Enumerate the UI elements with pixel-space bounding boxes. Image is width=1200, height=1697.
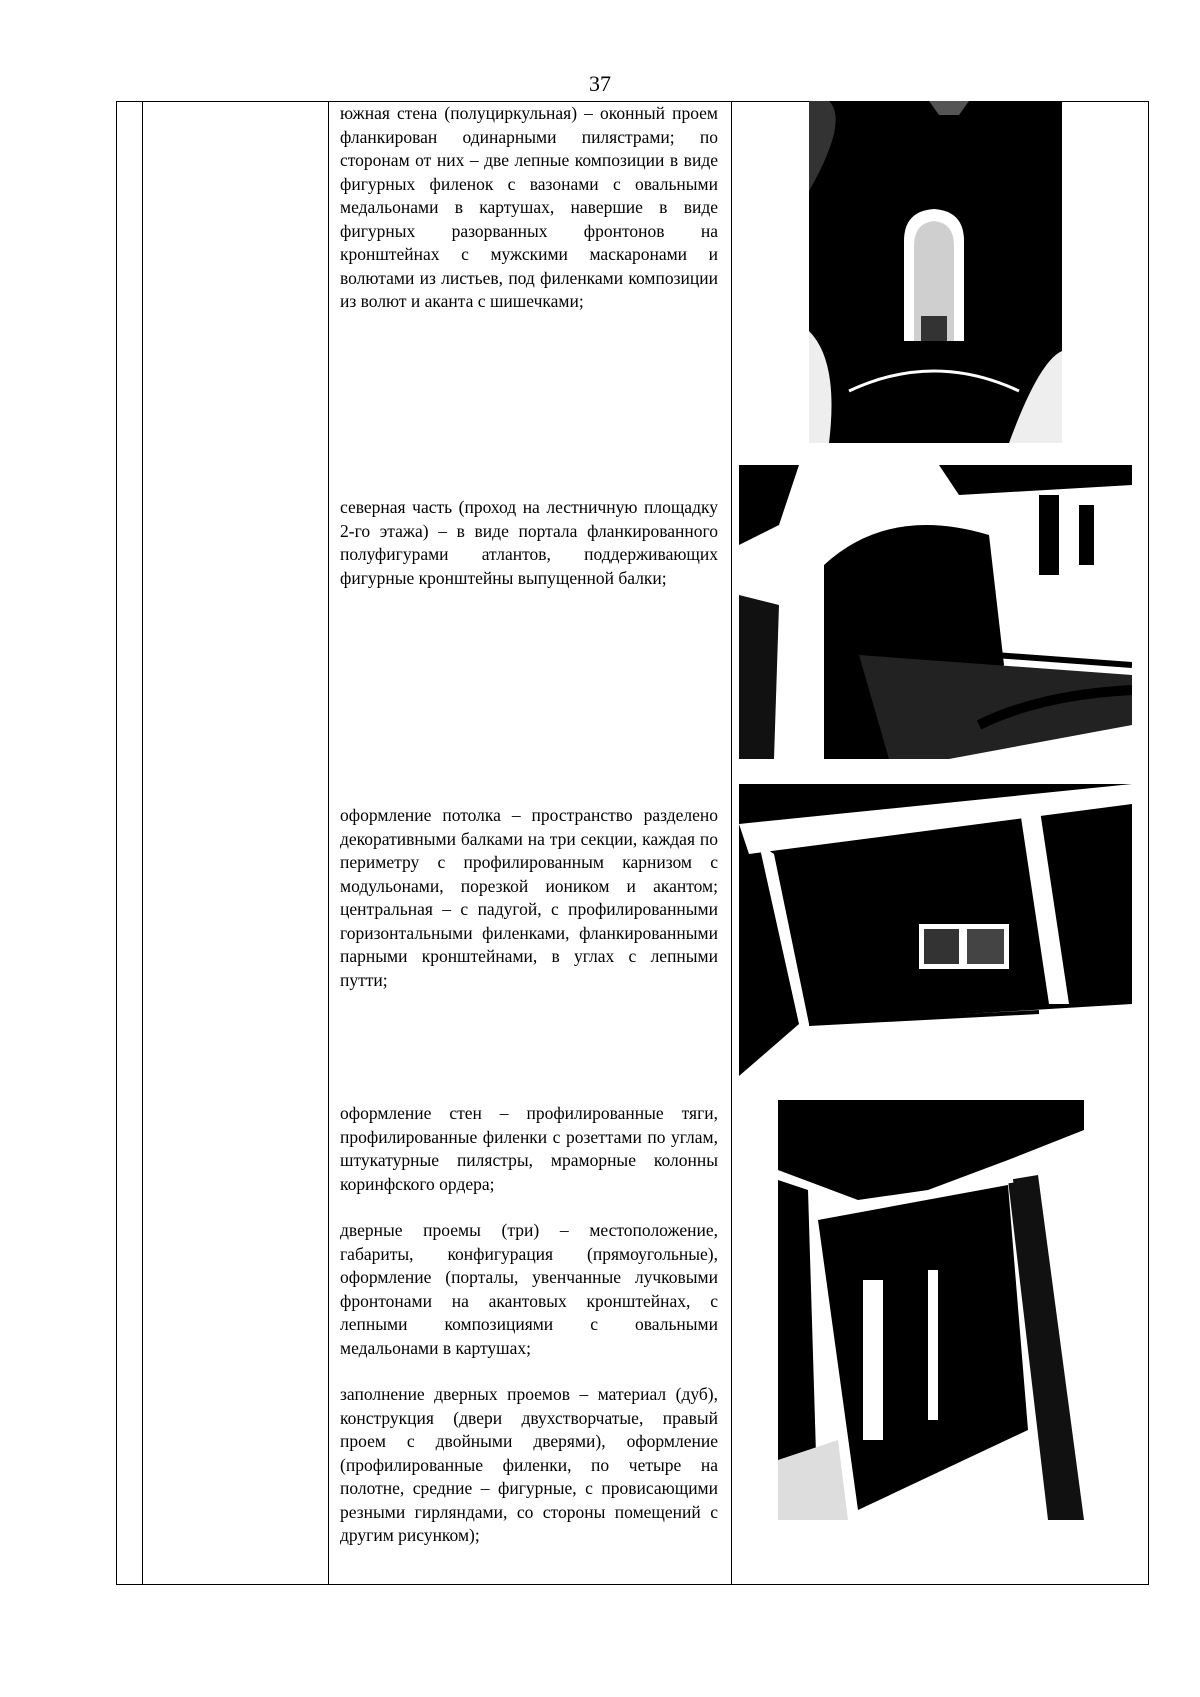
- staircase-portal-photo: [739, 465, 1132, 759]
- column-divider: [328, 101, 329, 1585]
- page-number: 37: [589, 71, 611, 96]
- ceiling-photo: [739, 784, 1132, 1076]
- column-divider: [731, 101, 732, 1585]
- description-walls-doors: [340, 1102, 718, 1548]
- paragraph-door-openings: дверные проемы (три) – местоположение, габариты, конфигурация (прямоугольные), оформление (порталы, увенчанные лучковыми фронтонами на акантовых кронштейнах, с лепными композициями с овальными медальонами в картушах;: [340, 1220, 718, 1358]
- arched-window-photo: [809, 101, 1062, 443]
- door-portal-photo: [778, 1100, 1084, 1520]
- paragraph-door-fillings: заполнение дверных проемов – материал (дуб), конструкция (двери двухстворчатые, правый проем с двойными дверями), оформление (профилированные филенки, по четыре на полотне, средние – фигурные, с провисающими резными гирляндами, со стороны помещений с другим рисунком);: [340, 1384, 718, 1545]
- description-ceiling: оформление потолка – пространство разделено декоративными балками на три секции, каждая по периметру с профилированным карнизом с модульонами, порезкой иоником и акантом; центральная – с падугой, с профилированными горизонтальными филенками, фланкированными парными кронштейнами, в углах с лепными путти;: [340, 805, 718, 990]
- column-divider: [142, 101, 143, 1585]
- paragraph-walls: оформление стен – профилированные тяги, профилированные филенки с розеттами по углам, штукатурные пилястры, мраморные колонны коринфского ордера;: [340, 1103, 718, 1194]
- description-north-part: северная часть (проход на лестничную площадку 2-го этажа) – в виде портала фланкированного полуфигурами атлантов, поддерживающих фигурные кронштейны выпущенной балки;: [340, 497, 718, 588]
- description-south-wall: южная стена (полуциркульная) – оконный проем фланкирован одинарными пилястрами; по сторонам от них – две лепные композиции в виде фигурных филенок с вазонами с овальными медальонами в картушах, навершие в виде фигурных разорванных фронтонов на кронштейнах с мужскими маскаронами и волютами из листьев, под филенками композиции из волют и аканта с шишечками;: [340, 103, 718, 311]
